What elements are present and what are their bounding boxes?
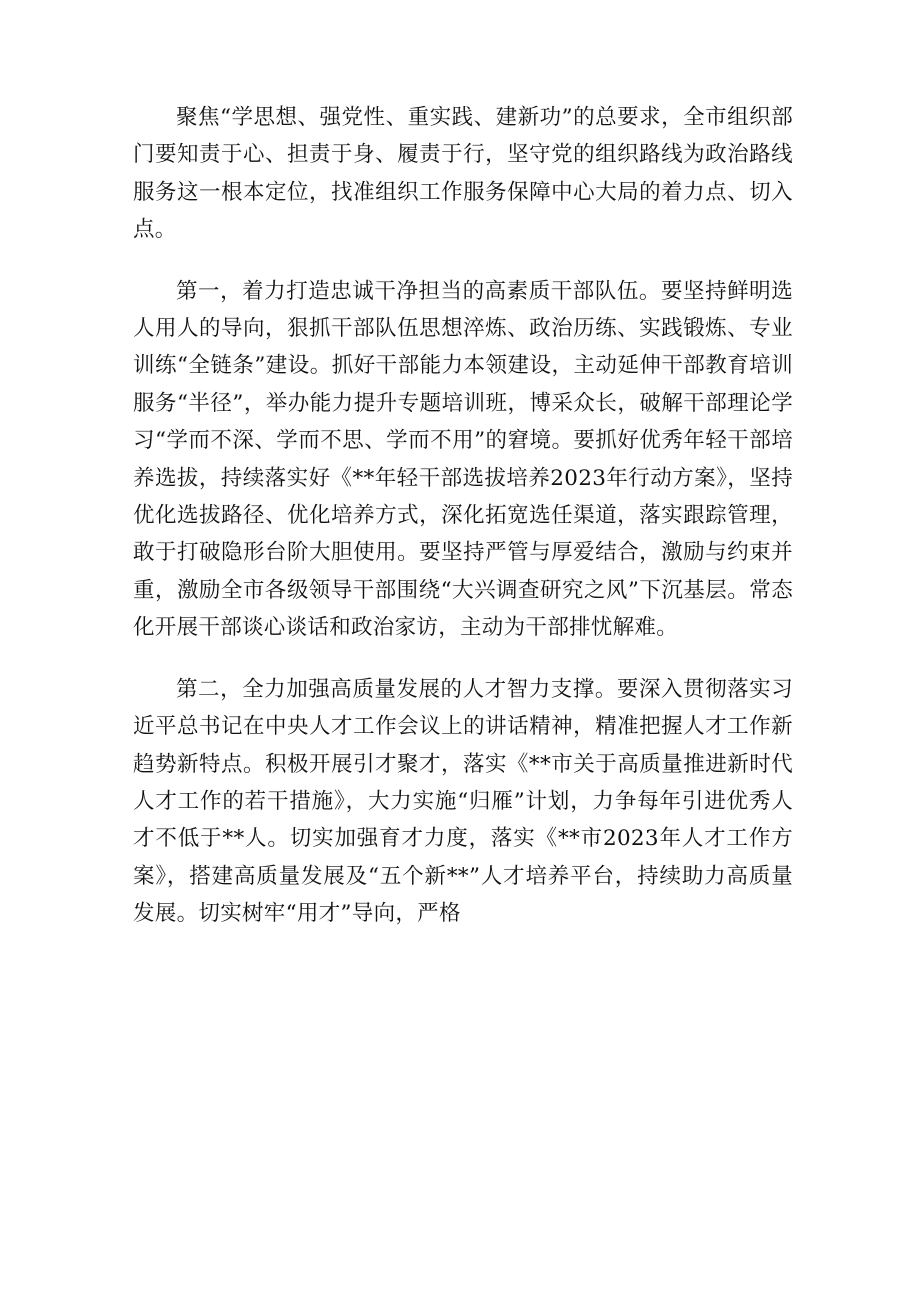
paragraph-intro: 聚焦“学思想、强党性、重实践、建新功”的总要求，全市组织部门要知责于心、担责于身、履责于行，坚守党的组织路线为政治路线服务这一根本定位，找准组织工作服务保障中心大局的着力点、切入点。 [133,105,793,243]
paragraph-first-point: 第一，着力打造忠诚干净担当的高素质干部队伍。要坚持鲜明选人用人的导向，狠抓干部队伍思想淬炼、政治历练、实践锻炼、专业训练“全链条”建设。抓好干部能力本领建设，主动延伸干部教育培训服务“半径”，举办能力提升专题培训班，博采众长，破解干部理论学习“学而不深、学而不思、学而不用”的窘境。要抓好优秀年轻干部培养选拔，持续落实好《**年轻干部选拔培养2023年行动方案》，坚持优化选拔路径、优化培养方式，深化拓宽选任渠道，落实跟踪管理，敢于打破隐形台阶大胆使用。要坚持严管与厚爱结合，激励与约束并重，激励全市各级领导干部围绕“大兴调查研究之风”下沉基层。常态化开展干部谈心谈话和政治家访，主动为干部排忧解难。 [133,278,793,641]
document-body [133,99,793,957]
paragraph-second-point: 第二，全力加强高质量发展的人才智力支撑。要深入贯彻落实习近平总书记在中央人才工作会议上的讲话精神，精准把握人才工作新趋势新特点。积极开展引才聚才，落实《**市关于高质量推进新时代人才工作的若干措施》，大力实施“归雁”计划，力争每年引进优秀人才不低于**人。切实加强育才力度，落实《**市2023年人才工作方案》，搭建高质量发展及“五个新**”人才培养平台，持续助力高质量发展。切实树牢“用才”导向，严格 [133,676,793,927]
